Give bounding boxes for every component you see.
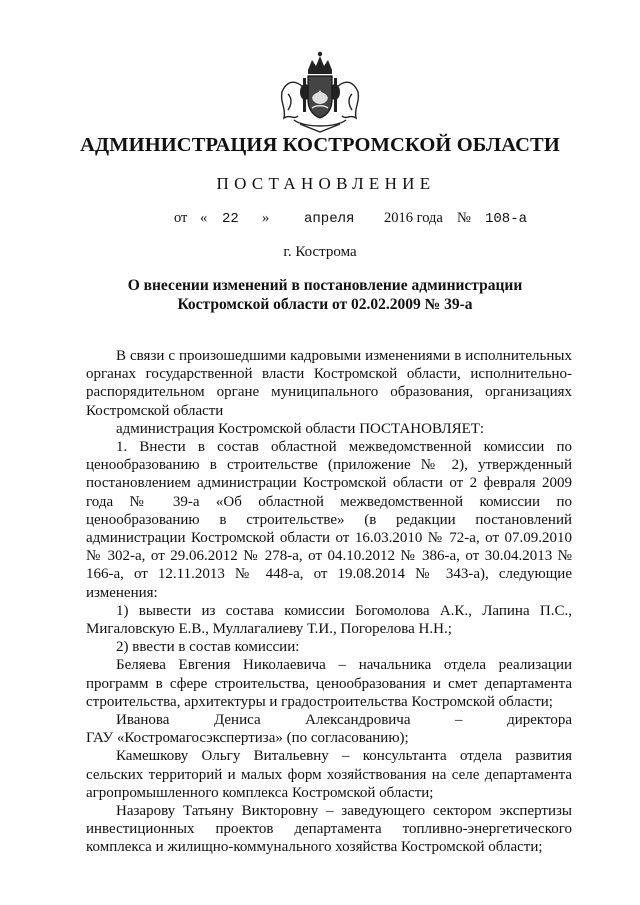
item-1-1-paragraph: 1) вывести из состава комиссии Богомолова А.К., Лапина П.С., Мигаловскую Е.В., Муллагалиеву Т.И., Погорелова Н.Н.;: [86, 602, 572, 638]
item-1-paragraph: 1. Внести в состав областной межведомственной комиссии по ценообразованию в строительстве (приложение № 2), утвержденный постановлением администрации Костромской области от 2 февраля 2009 года № 39-а «Об областной межведомственной комиссии по ценообразованию в строительстве» (в редакции постановлений администрации Костромской области от 16.03.2010 № 72-а, от 07.09.2010 № 302-а, от 29.06.2012 № 278-а, от 04.10.2012 № 386-а, от 30.04.2013 № 166-а, от 12.11.2013 № 448-а, от 19.08.2014 № 343-а), следующие изменения:: [86, 439, 572, 601]
member-ivanov-paragraph: [86, 711, 572, 747]
heading-line-1: О внесении изменений в постановление администрации: [127, 277, 523, 294]
organization-title: АДМИНИСТРАЦИЯ КОСТРОМСКОЙ ОБЛАСТИ: [80, 134, 560, 156]
member-nazarova-paragraph: Назарову Татьяну Викторовну – заведующего сектором экспертизы инвестиционных проектов департамента топливно-энергетического комплекса и жилищно-коммунального хозяйства Костромской области;: [86, 803, 572, 856]
member-beliaev-paragraph: Беляева Евгения Николаевича – начальника отдела реализации программ в сфере строительства, ценообразования и смет департамента строительства, архитектуры и градостроительства Костромской области;: [86, 657, 572, 710]
number-sign: №: [457, 210, 471, 226]
date-close-quote: »: [262, 210, 270, 226]
decree-paragraph: администрация Костромской области ПОСТАНОВЛЯЕТ:: [116, 420, 485, 437]
date-open-quote: «: [200, 210, 208, 226]
member-ivanov-line-1: Иванова Дениса Александровича – директора: [116, 712, 572, 729]
date-day: 22: [222, 211, 239, 227]
document-heading: [120, 276, 530, 314]
coat-of-arms-emblem: [274, 48, 366, 134]
member-kameshkova-paragraph: Камешкову Ольгу Витальевну – консультанта отдела развития сельских территорий и малых форм хозяйствования на селе департамента агропромышленного комплекса Костромской области;: [86, 748, 572, 801]
item-1-2-paragraph: 2) ввести в состав комиссии:: [116, 639, 300, 656]
date-from-label: от: [174, 210, 188, 226]
heading-line-2: Костромской области от 02.02.2009 № 39-а: [177, 296, 473, 313]
preamble-paragraph: В связи с произошедшими кадровыми изменениями в исполнительных органах государственной власти Костромской области, исполнительно-распорядительном органе муниципального образования, организациях Костромской области: [86, 348, 572, 419]
document-type: ПОСТАНОВЛЕНИЕ: [216, 174, 436, 193]
city: г. Кострома: [283, 244, 357, 260]
document-number: 108-а: [485, 211, 528, 227]
date-year: 2016 года: [384, 210, 443, 226]
document-body: [86, 347, 572, 857]
date-month: апреля: [304, 211, 355, 227]
member-ivanov-line-2: ГАУ «Костромагосэкспертиза» (по согласованию);: [86, 730, 409, 747]
